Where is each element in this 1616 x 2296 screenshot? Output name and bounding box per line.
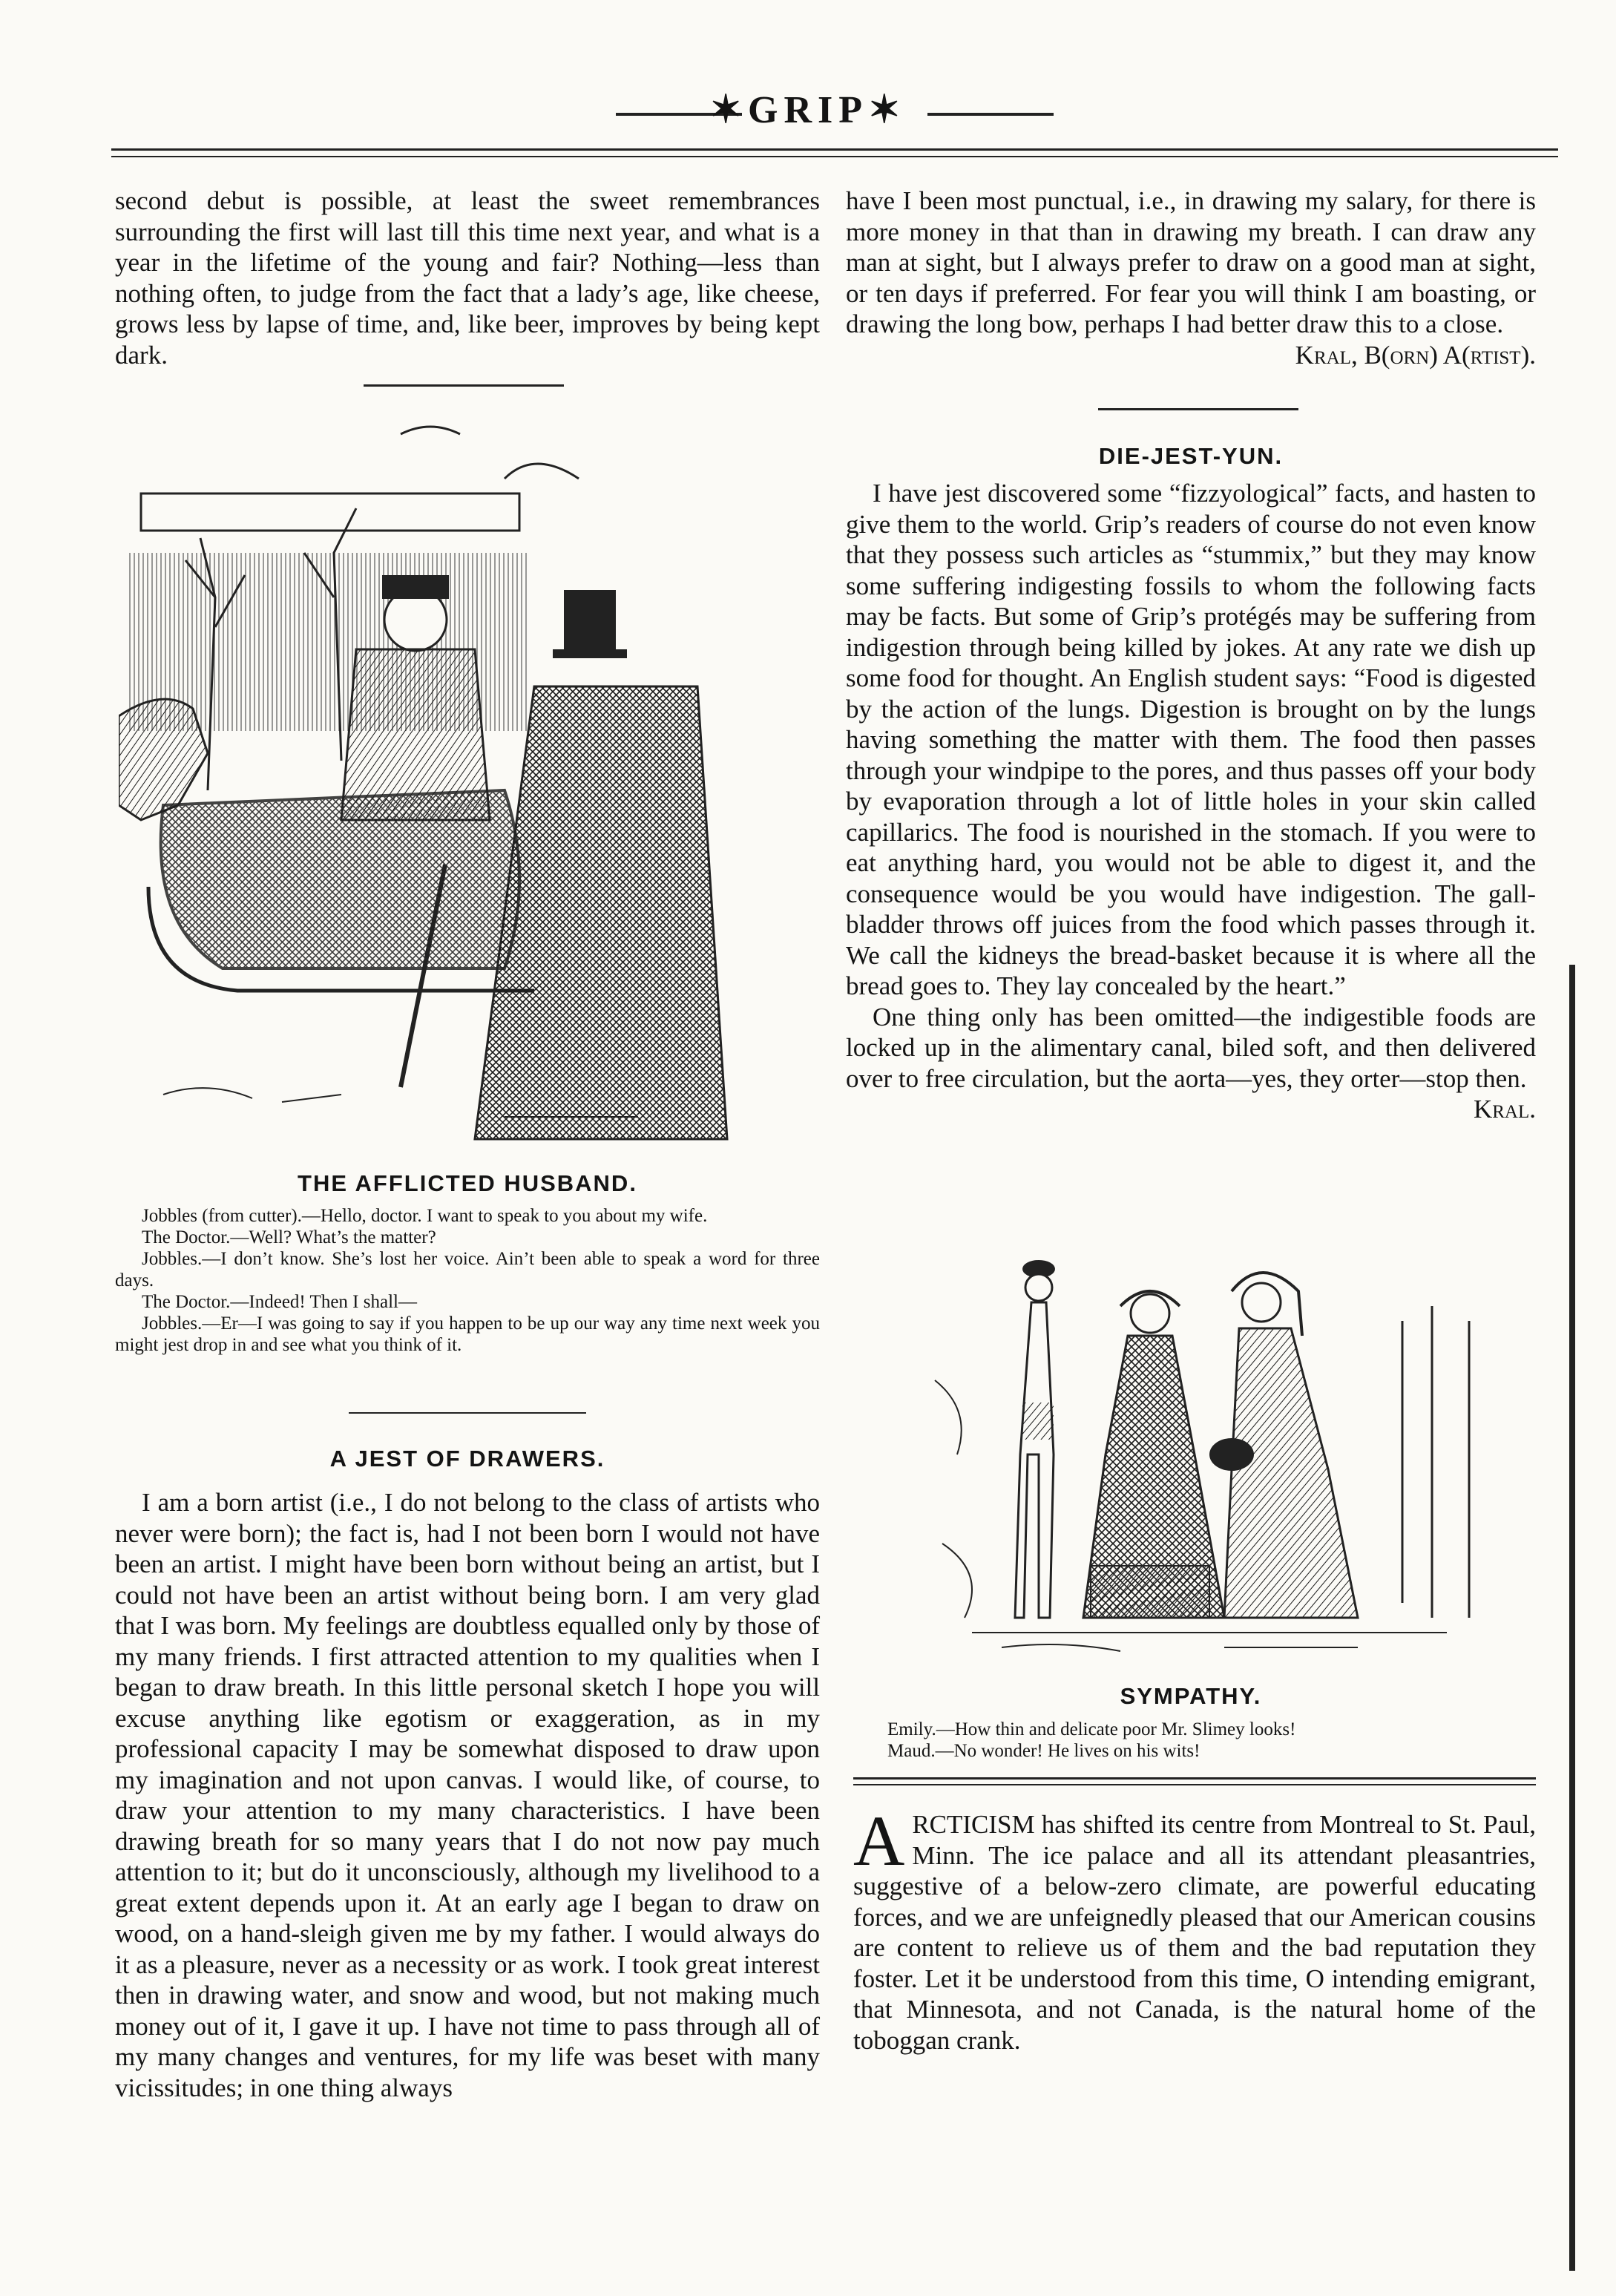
divider-thin <box>853 1784 1536 1785</box>
divider <box>853 1777 1536 1780</box>
margin-rule <box>1569 965 1575 2271</box>
dialogue-line: The Doctor.—Indeed! Then I shall— <box>142 1292 417 1312</box>
masthead-star-right: ✶ <box>868 89 907 131</box>
masthead-title <box>0 88 1616 132</box>
afflicted-husband-illustration <box>119 404 809 1147</box>
article2-body <box>115 1487 820 2103</box>
masthead-star-left: ✶ <box>709 89 748 131</box>
dialogue-line: Jobbles.—Er—I was going to say if you happen to be up our way any time next week you might jest drop in and see what you think of it. <box>115 1313 820 1355</box>
drop-cap: A <box>853 1801 905 1880</box>
left-intro <box>115 186 820 370</box>
top-rule-thin <box>111 156 1558 157</box>
article2-title: A JEST OF DRAWERS. <box>329 1446 605 1472</box>
cartoon1-dialogue <box>115 1205 820 1356</box>
divider <box>1098 408 1298 410</box>
masthead-rule-right <box>927 113 1054 116</box>
continuation-paragraph: have I been most punctual, i.e., in drawing my salary, for there is more money in that than in drawing my breath. I can draw any man at sight, but I always prefer to draw on a good man at sight, or ten days if preferred. For fear you will think I am boasting, or drawing the long bow, perhaps I had better draw this to a close. <box>846 186 1536 338</box>
dialogue-line: Jobbles.—I don’t know. She’s lost her voice. Ain’t been able to speak a word for three days. <box>115 1249 820 1290</box>
dialogue-line: The Doctor.—Well? What’s the matter? <box>142 1227 436 1247</box>
article3-paragraph: One thing only has been omitted—the indigestible foods are locked up in the alimentary canal, biled soft, and then delivered over to free circulation, but the aorta—yes, they orter—stop then. <box>846 1002 1536 1093</box>
article3-paragraph: I have jest discovered some “fizzyological” facts, and hasten to give them to the world. Grip’s readers of course do not even know that they possess such articles as “stummix,” but they may know some suffering indigesting fossils to whom the following facts may be facts. But some of Grip’s protégés may be suffering from indigestion through being killed by jokes. At any rate we dish up some food for thought. An English student says: “Food is digested by the action of the lungs. Digestion is brought on by the lungs having something the matter with them. The food then passes through your windpipe to the pores, and thus passes off your body by evaporation through a lot of little holes in your skin called capillarics. The food is nourished in the stomach. If you were to eat anything hard, you would not be able to digest it, and the consequence would be you would have indigestion. The gall-bladder throws off juices from the food which passes through it. We call the kidneys the bread-basket because it is where all the bread goes to. They lay concealed by the heart.” <box>846 479 1536 1000</box>
divider <box>364 384 564 387</box>
right-continuation <box>846 186 1536 370</box>
article3-title: DIE-JEST-YUN. <box>1098 443 1284 469</box>
top-rule <box>111 148 1558 151</box>
dialogue-line: Emily.—How thin and delicate poor Mr. Slimey looks! <box>887 1719 1296 1739</box>
cartoon2-dialogue <box>861 1719 1528 1762</box>
divider <box>349 1412 586 1414</box>
sympathy-illustration <box>913 1232 1506 1670</box>
signature: Kral. <box>1473 1095 1536 1124</box>
dialogue-line: Jobbles (from cutter).—Hello, doctor. I want to speak to you about my wife. <box>142 1206 708 1226</box>
dialogue-line: Maud.—No wonder! He lives on his wits! <box>887 1741 1200 1761</box>
article4-paragraph <box>853 1801 1536 2056</box>
intro-paragraph: second debut is possible, at least the sweet remembrances surrounding the first will last till this time next year, and what is a year in the lifetime of the young and fair? Nothing—less than nothing often, to judge from the fact that a lady’s age, like cheese, grows less by lapse of time, and, like beer, improves by being kept dark. <box>115 186 820 370</box>
cartoon2-title: SYMPATHY. <box>1120 1683 1262 1709</box>
masthead-text: GRIP <box>748 89 868 131</box>
article3-body <box>846 478 1536 1124</box>
article4-body <box>853 1801 1536 2056</box>
signature: Kral, B(orn) A(rtist). <box>1295 340 1536 370</box>
article2-paragraph: I am a born artist (i.e., I do not belong to the class of artists who never were born); the fact is, had I not been born I would not have been an artist. I might have been born without being an artist, but I could not have been an artist without being born. I am very glad that I was born. My feelings are doubtless equalled only by those of my many friends. I first attracted attention to my qualities when I began to draw breath. In this little personal sketch I hope you will excuse anything like egotism or exaggeration, as in my professional capacity I may be somewhat disposed to draw upon my imagination and not upon canvas. I would like, of course, to draw your attention to my many characteristics. I have been drawing breath for so many years that I do not now pay much attention to it; but do it unconsciously, although my livelihood to a great extent depends upon it. At an early age I began to draw on wood, on a hand-sleigh given me by my father. I would always do it as a pleasure, never as a necessity or as work. I took great interest then in drawing water, and snow and wood, but not making much money out of it, I gave it up. I have not time to pass through all of my many changes and ventures, for my life was beset with many vicissitudes; in one thing always <box>115 1488 820 2102</box>
cartoon1-title: THE AFFLICTED HUSBAND. <box>298 1170 637 1196</box>
article4-text: RCTICISM has shifted its centre from Montreal to St. Paul, Minn. The ice palace and all its attendant pleasantries, suggestive of a below-zero climate, are powerful educating forces, and we are unfeignedly pleased that our American cousins are content to relieve us of them and the bad reputation they foster. Let it be understood from this time, O intending emigrant, that Minnesota, and not Canada, is the natural home of the toboggan crank. <box>853 1810 1536 2055</box>
